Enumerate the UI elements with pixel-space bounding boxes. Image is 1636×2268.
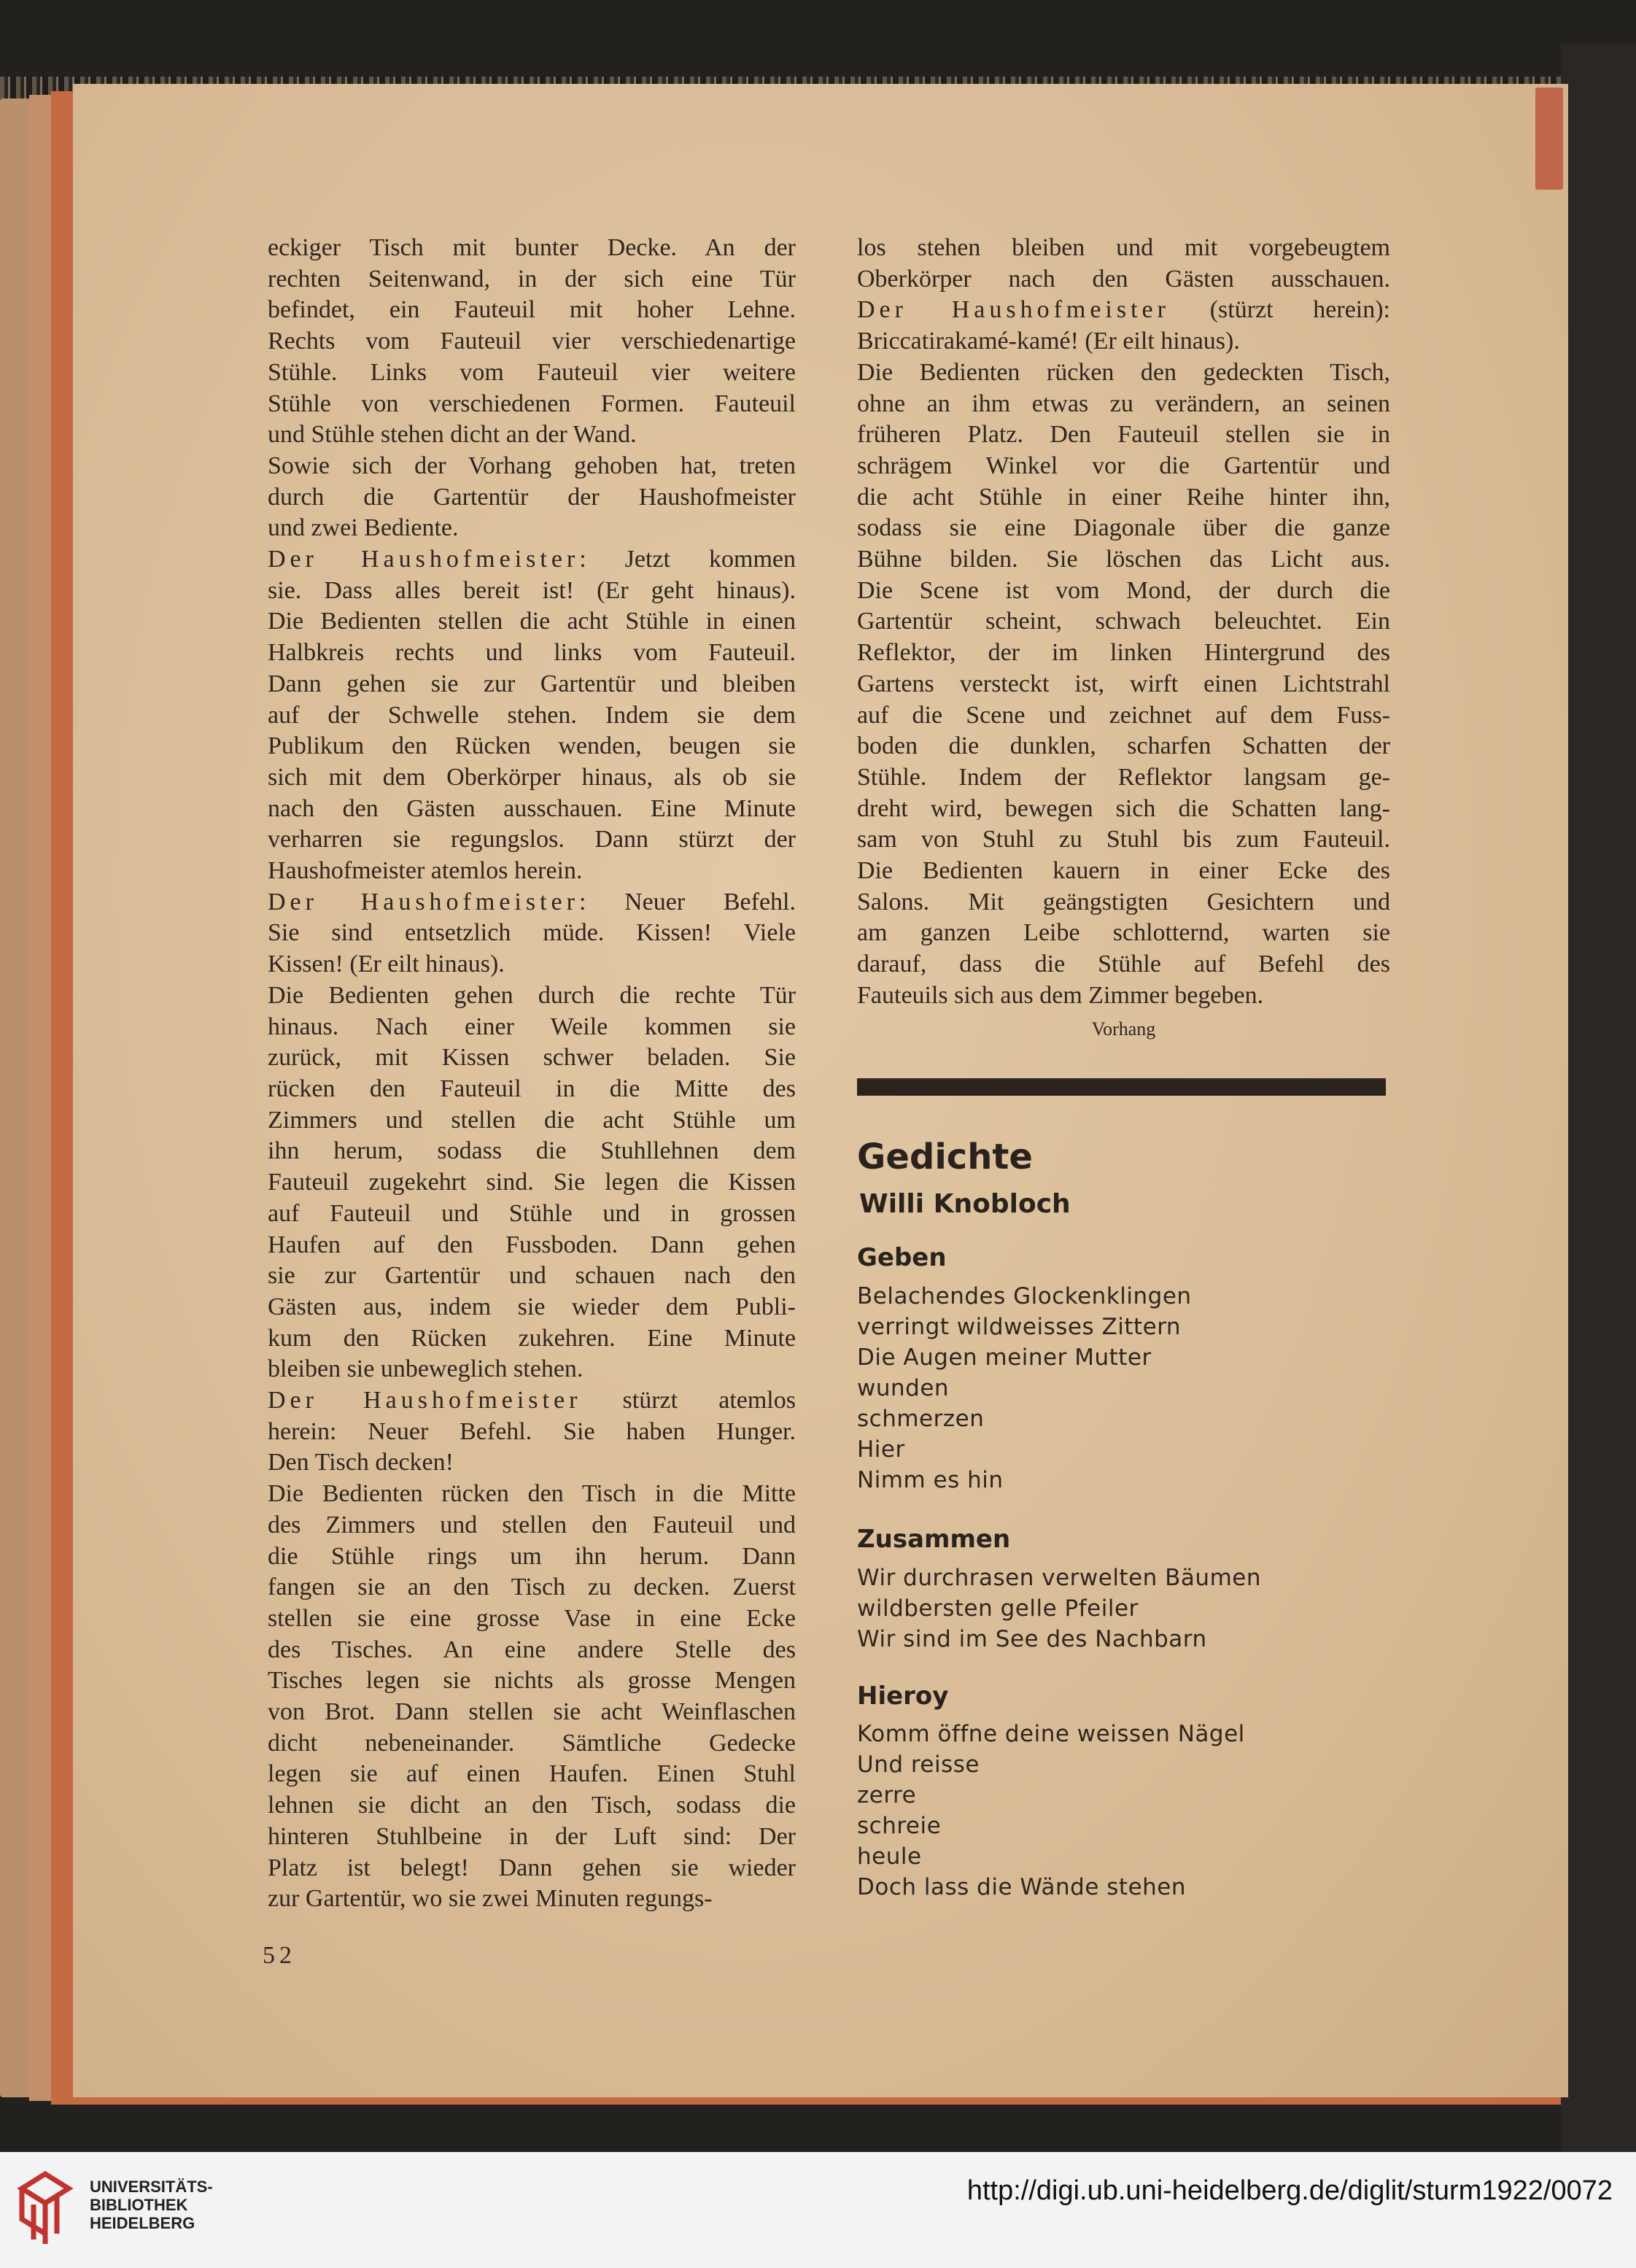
- right-text-column: [857, 233, 1390, 1012]
- poem-line: wunden: [857, 1375, 950, 1401]
- text-line: Stühle. Links vom Fauteuil vier weitere: [268, 358, 796, 386]
- poem-line: Doch lass die Wände stehen: [857, 1874, 1187, 1900]
- viewer-footer: [0, 2152, 1636, 2268]
- page-number: 52: [263, 1942, 296, 1969]
- text-line: dreht wird, bewegen sich die Schatten lang-: [857, 794, 1390, 822]
- text-line: eckiger Tisch mit bunter Decke. An der: [268, 234, 796, 261]
- text-line: Die Bedienten rücken den gedeckten Tisch,: [857, 358, 1390, 386]
- text-line: fangen sie an den Tisch zu decken. Zuerst: [268, 1574, 796, 1601]
- library-logo-icon: [16, 2168, 82, 2250]
- text-line: Halbkreis rechts und links vom Fauteuil.: [268, 639, 796, 667]
- poem-line: Nimm es hin: [857, 1467, 1004, 1493]
- text-line: sam von Stuhl zu Stuhl bis zum Fauteuil.: [857, 826, 1390, 854]
- text-line: kum den Rücken zukehren. Eine Minute: [268, 1324, 796, 1352]
- poem-heading-hieroy: Hieroy: [857, 1681, 949, 1711]
- text-line: und Stühle stehen dicht an der Wand.: [268, 421, 637, 449]
- text-line: durch die Gartentür der Haushofmeister: [268, 483, 796, 511]
- library-name-line: UNIVERSITÄTS-: [90, 2178, 213, 2196]
- text-line: schrägem Winkel vor die Gartentür und: [857, 452, 1390, 479]
- text-line: Die Bedienten stellen die acht Stühle in einen: [268, 608, 796, 635]
- poem-heading-zusammen: Zusammen: [857, 1525, 1011, 1554]
- library-name: [90, 2178, 213, 2232]
- text-line: Platz ist belegt! Dann gehen sie wieder: [268, 1854, 796, 1881]
- text-line: Der Haushofmeister (stürzt herein):: [857, 296, 1390, 324]
- text-line: auf der Schwelle stehen. Indem sie dem: [268, 701, 796, 729]
- poem-hieroy: [857, 1719, 1245, 1903]
- speaker-name: Der Haushofmeister: [268, 546, 580, 573]
- poem-line: Und reisse: [857, 1752, 980, 1778]
- text-line: und zwei Bediente.: [268, 514, 459, 542]
- text-line: Bühne bilden. Sie löschen das Licht aus.: [857, 546, 1390, 573]
- curtain-label: Vorhang: [1091, 1018, 1156, 1040]
- text-line: sie. Dass alles bereit ist! (Er geht hinaus).: [268, 576, 796, 604]
- poem-line: Wir sind im See des Nachbarn: [857, 1626, 1207, 1652]
- text-line: sie zur Gartentür und schauen nach den: [268, 1262, 796, 1290]
- text-line: Dann gehen sie zur Gartentür und bleiben: [268, 670, 796, 697]
- text-line: darauf, dass die Stühle auf Befehl des: [857, 951, 1390, 978]
- left-text-column: [268, 233, 796, 1915]
- text-line: auf die Scene und zeichnet auf dem Fuss-: [857, 701, 1390, 729]
- section-divider-rule: [857, 1078, 1386, 1096]
- text-line: verharren sie regungslos. Dann stürzt der: [268, 826, 796, 854]
- text-line: bleiben sie unbeweglich stehen.: [268, 1355, 584, 1383]
- bookmark-tab: [1535, 88, 1563, 190]
- text-line: Fauteuil zugekehrt sind. Sie legen die Kissen: [268, 1169, 796, 1196]
- text-line: des Zimmers und stellen den Fauteuil und: [268, 1511, 796, 1539]
- text-line: lehnen sie dicht an den Tisch, sodass die: [268, 1792, 796, 1819]
- text-line: Gästen aus, indem sie wieder dem Publi-: [268, 1293, 796, 1320]
- library-name-line: BIBLIOTHEK: [90, 2196, 188, 2214]
- text-line: Der Haushofmeister: Jetzt kommen: [268, 546, 796, 573]
- text-line: früheren Platz. Den Fauteuil stellen sie in: [857, 421, 1390, 449]
- text-line: sich mit dem Oberkörper hinaus, als ob sie: [268, 763, 796, 791]
- poem-line: Komm öffne deine weissen Nägel: [857, 1721, 1245, 1747]
- poem-line: verringt wildweisses Zittern: [857, 1314, 1182, 1340]
- text-line: Gartentür scheint, schwach beleuchtet. Ein: [857, 608, 1390, 635]
- text-line: am ganzen Leibe schlotternd, warten sie: [857, 919, 1390, 947]
- text-line: Briccatirakamé-kamé! (Er eilt hinaus).: [857, 328, 1240, 355]
- text-line: Zimmers und stellen die acht Stühle um: [268, 1106, 796, 1134]
- text-line: Der Haushofmeister stürzt atemlos: [268, 1387, 796, 1414]
- library-name-line: HEIDELBERG: [90, 2214, 195, 2232]
- text-line: die acht Stühle in einer Reihe hinter ihn,: [857, 483, 1390, 511]
- text-line: legen sie auf einen Haufen. Einen Stuhl: [268, 1760, 796, 1788]
- poem-zusammen: [857, 1563, 1261, 1654]
- text-line: Oberkörper nach den Gästen ausschauen.: [857, 265, 1390, 293]
- poem-line: zerre: [857, 1782, 917, 1808]
- text-line: los stehen bleiben und mit vorgebeugtem: [857, 234, 1390, 261]
- speaker-name: Der Haushofmeister: [268, 888, 579, 916]
- poems-title: Gedichte: [857, 1137, 1033, 1177]
- text-line: ihn herum, sodass die Stuhllehnen dem: [268, 1137, 796, 1165]
- text-line: Stühle. Indem der Reflektor langsam ge-: [857, 763, 1390, 791]
- text-line: Sowie sich der Vorhang gehoben hat, treten: [268, 452, 796, 479]
- source-url-link[interactable]: http://digi.ub.uni-heidelberg.de/diglit/sturm1922/0072: [966, 2175, 1613, 2206]
- text-line: hinteren Stuhlbeine in der Luft sind: Der: [268, 1822, 796, 1850]
- poem-line: Belachendes Glockenklingen: [857, 1283, 1192, 1309]
- text-line: Gartens versteckt ist, wirft einen Lichtstrahl: [857, 670, 1390, 697]
- text-line: rücken den Fauteuil in die Mitte des: [268, 1075, 796, 1102]
- text-line: Stühle von verschiedenen Formen. Fauteuil: [268, 390, 796, 417]
- text-line: Tisches legen sie nichts als grosse Mengen: [268, 1667, 796, 1695]
- text-line: des Tisches. An eine andere Stelle des: [268, 1636, 796, 1663]
- poem-heading-geben: Geben: [857, 1243, 947, 1272]
- poem-line: schreie: [857, 1813, 942, 1839]
- poem-line: Hier: [857, 1436, 905, 1463]
- text-line: von Brot. Dann stellen sie acht Weinflaschen: [268, 1698, 796, 1726]
- text-line: Reflektor, der im linken Hintergrund des: [857, 639, 1390, 667]
- text-line: nach den Gästen ausschauen. Eine Minute: [268, 794, 796, 822]
- text-line: Der Haushofmeister: Neuer Befehl.: [268, 888, 796, 916]
- text-line: zur Gartentür, wo sie zwei Minuten regungs-: [268, 1885, 713, 1913]
- text-line: hinaus. Nach einer Weile kommen sie: [268, 1013, 796, 1040]
- poem-geben: [857, 1281, 1192, 1495]
- text-line: Den Tisch decken!: [268, 1449, 454, 1476]
- text-line: Haufen auf den Fussboden. Dann gehen: [268, 1231, 796, 1258]
- poem-line: heule: [857, 1843, 922, 1870]
- text-line: auf Fauteuil und Stühle und in grossen: [268, 1199, 796, 1227]
- text-line: ohne an ihm etwas zu verändern, an seinen: [857, 390, 1390, 417]
- text-line: Rechts vom Fauteuil vier verschiedenartige: [268, 328, 796, 355]
- text-line: Die Scene ist vom Mond, der durch die: [857, 576, 1390, 604]
- speaker-name: Der Haushofmeister: [268, 1387, 582, 1414]
- text-line: zurück, mit Kissen schwer beladen. Sie: [268, 1044, 796, 1072]
- text-line: Kissen! (Er eilt hinaus).: [268, 951, 505, 978]
- text-line: Fauteuils sich aus dem Zimmer begeben.: [857, 981, 1264, 1009]
- text-line: Die Bedienten rücken den Tisch in die Mitte: [268, 1480, 796, 1508]
- text-line: Publikum den Rücken wenden, beugen sie: [268, 732, 796, 760]
- text-line: Die Bedienten kauern in einer Ecke des: [857, 857, 1390, 885]
- text-line: boden die dunklen, scharfen Schatten der: [857, 732, 1390, 760]
- text-line: Sie sind entsetzlich müde. Kissen! Viele: [268, 919, 796, 947]
- poem-line: wildbersten gelle Pfeiler: [857, 1595, 1139, 1622]
- speaker-name: Der Haushofmeister: [857, 296, 1170, 324]
- text-line: befindet, ein Fauteuil mit hoher Lehne.: [268, 296, 796, 324]
- text-line: die Stühle rings um ihn herum. Dann: [268, 1542, 796, 1570]
- text-line: Haushofmeister atemlos herein.: [268, 857, 583, 885]
- text-line: Die Bedienten gehen durch die rechte Tür: [268, 981, 796, 1009]
- text-line: rechten Seitenwand, in der sich eine Tür: [268, 265, 796, 293]
- text-line: dicht nebeneinander. Sämtliche Gedecke: [268, 1729, 796, 1757]
- poem-line: Wir durchrasen verwelten Bäumen: [857, 1565, 1261, 1591]
- poem-line: schmerzen: [857, 1406, 985, 1432]
- text-line: Salons. Mit geängstigten Gesichtern und: [857, 888, 1390, 916]
- book-cover-edge: [1561, 44, 1636, 2152]
- poem-line: Die Augen meiner Mutter: [857, 1344, 1152, 1371]
- text-line: sodass sie eine Diagonale über die ganze: [857, 514, 1390, 542]
- poems-author: Willi Knobloch: [859, 1189, 1071, 1219]
- text-line: stellen sie eine grosse Vase in eine Ecke: [268, 1604, 796, 1632]
- text-line: herein: Neuer Befehl. Sie haben Hunger.: [268, 1417, 796, 1445]
